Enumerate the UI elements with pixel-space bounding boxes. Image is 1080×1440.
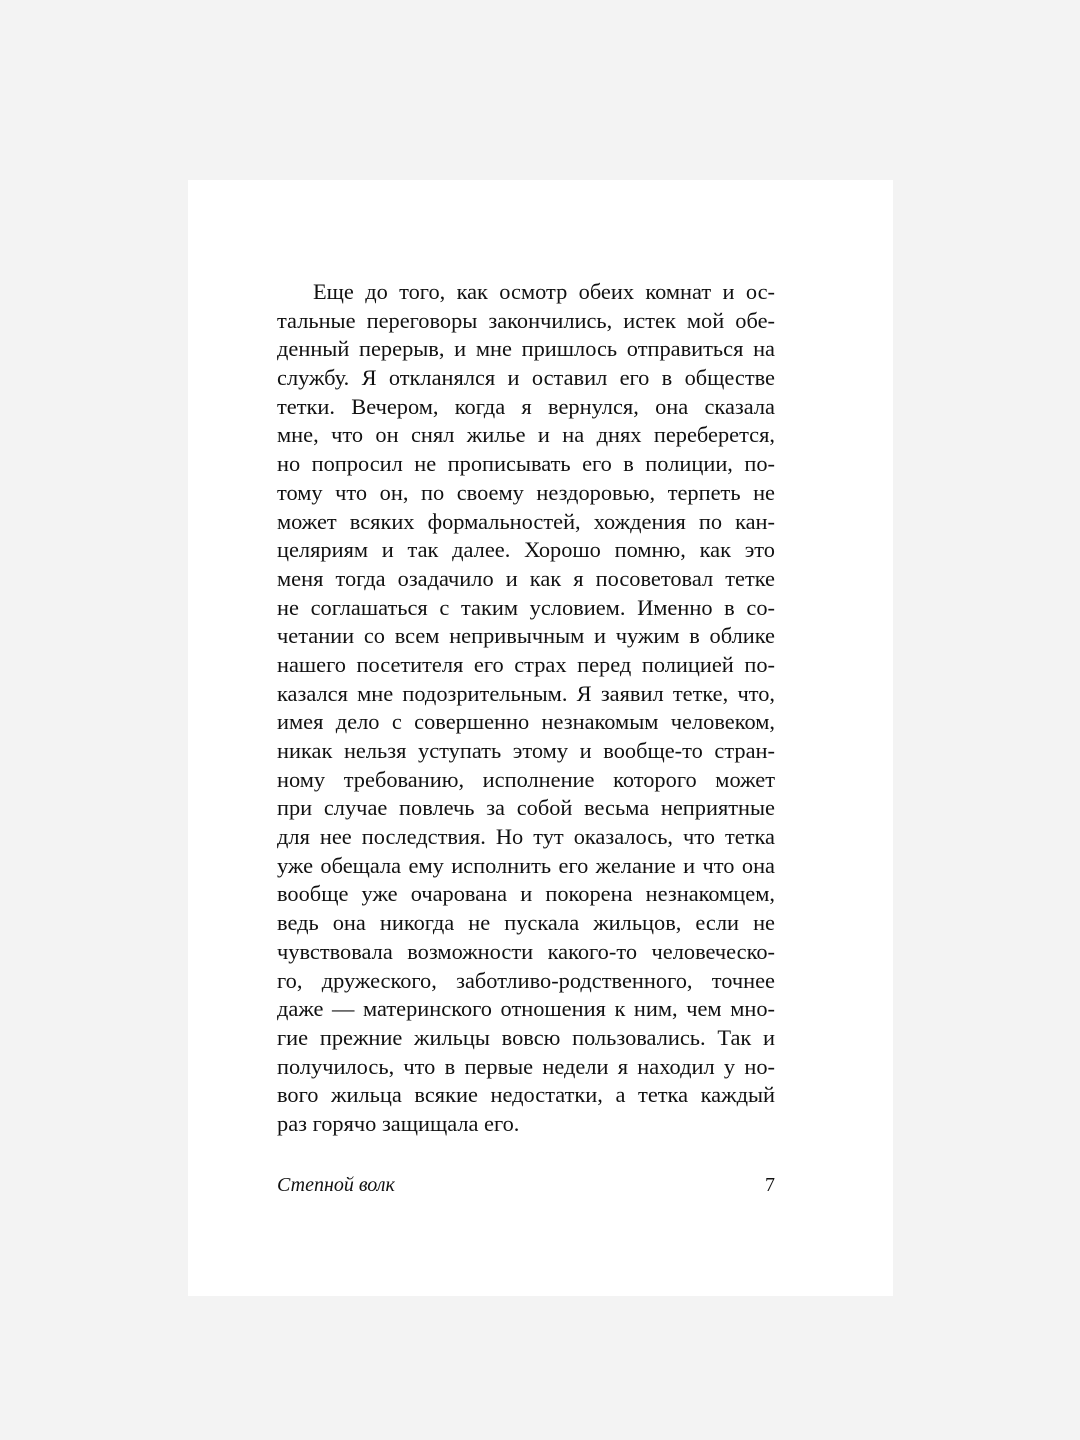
text-line: тому что он, по своему нездоровью, терпеть не (277, 479, 775, 505)
text-line: уже обещала ему исполнить его желание и что она (277, 852, 775, 878)
text-line: нашего посетителя его страх перед полицией по- (277, 651, 775, 677)
text-line: гие прежние жильцы вовсю пользовались. Так и (277, 1024, 775, 1050)
text-line: при случае повлечь за собой весьма неприятные (277, 795, 775, 821)
text-line: раз горячо защищала его. (277, 1110, 520, 1136)
body-text (277, 278, 775, 1139)
page-number: 7 (765, 1174, 775, 1196)
text-line: меня тогда озадачило и как я посоветовал тетке (277, 565, 775, 591)
text-line: Еще до того, как осмотр обеих комнат и ос- (313, 279, 775, 304)
text-line: вого жильца всякие недостатки, а тетка каждый (277, 1082, 775, 1108)
text-line: чувствовала возможности какого-то человеческо- (277, 938, 775, 964)
text-line: го, дружеского, заботливо-родственного, точнее (277, 967, 775, 993)
text-line: службу. Я откланялся и оставил его в обществе (277, 365, 775, 391)
text-line: казался мне подозрительным. Я заявил тетке, что, (277, 680, 775, 706)
page-footer (277, 1174, 775, 1200)
text-line: не соглашаться с таким условием. Именно в со- (277, 594, 775, 620)
text-line: тальные переговоры закончились, истек мой обе- (277, 307, 775, 333)
text-line: имея дело с совершенно незнакомым человеком, (277, 709, 775, 735)
text-line: денный перерыв, и мне пришлось отправиться на (277, 336, 775, 362)
text-line: получилось, что в первые недели я находил у но- (277, 1053, 775, 1079)
book-page (188, 180, 893, 1296)
text-line: ному требованию, исполнение которого может (277, 766, 775, 792)
text-line: мне, что он снял жилье и на днях переберется, (277, 422, 775, 448)
text-line: вообще уже очарована и покорена незнакомцем, (277, 881, 775, 907)
text-line: ведь она никогда не пускала жильцов, если не (277, 910, 775, 936)
running-title: Степной волк (277, 1174, 395, 1196)
text-line: никак нельзя уступать этому и вообще-то стран- (277, 738, 775, 763)
text-line: целяриям и так далее. Хорошо помню, как это (277, 537, 775, 563)
text-line: может всяких формальностей, хождения по кан- (277, 508, 775, 534)
text-line: для нее последствия. Но тут оказалось, что тетка (277, 824, 775, 850)
text-line: четании со всем непривычным и чужим в облике (277, 623, 775, 649)
text-line: даже — материнского отношения к ним, чем мно- (277, 996, 775, 1022)
text-line: но попросил не прописывать его в полиции, по- (277, 451, 775, 477)
text-line: тетки. Вечером, когда я вернулся, она сказала (277, 393, 775, 419)
